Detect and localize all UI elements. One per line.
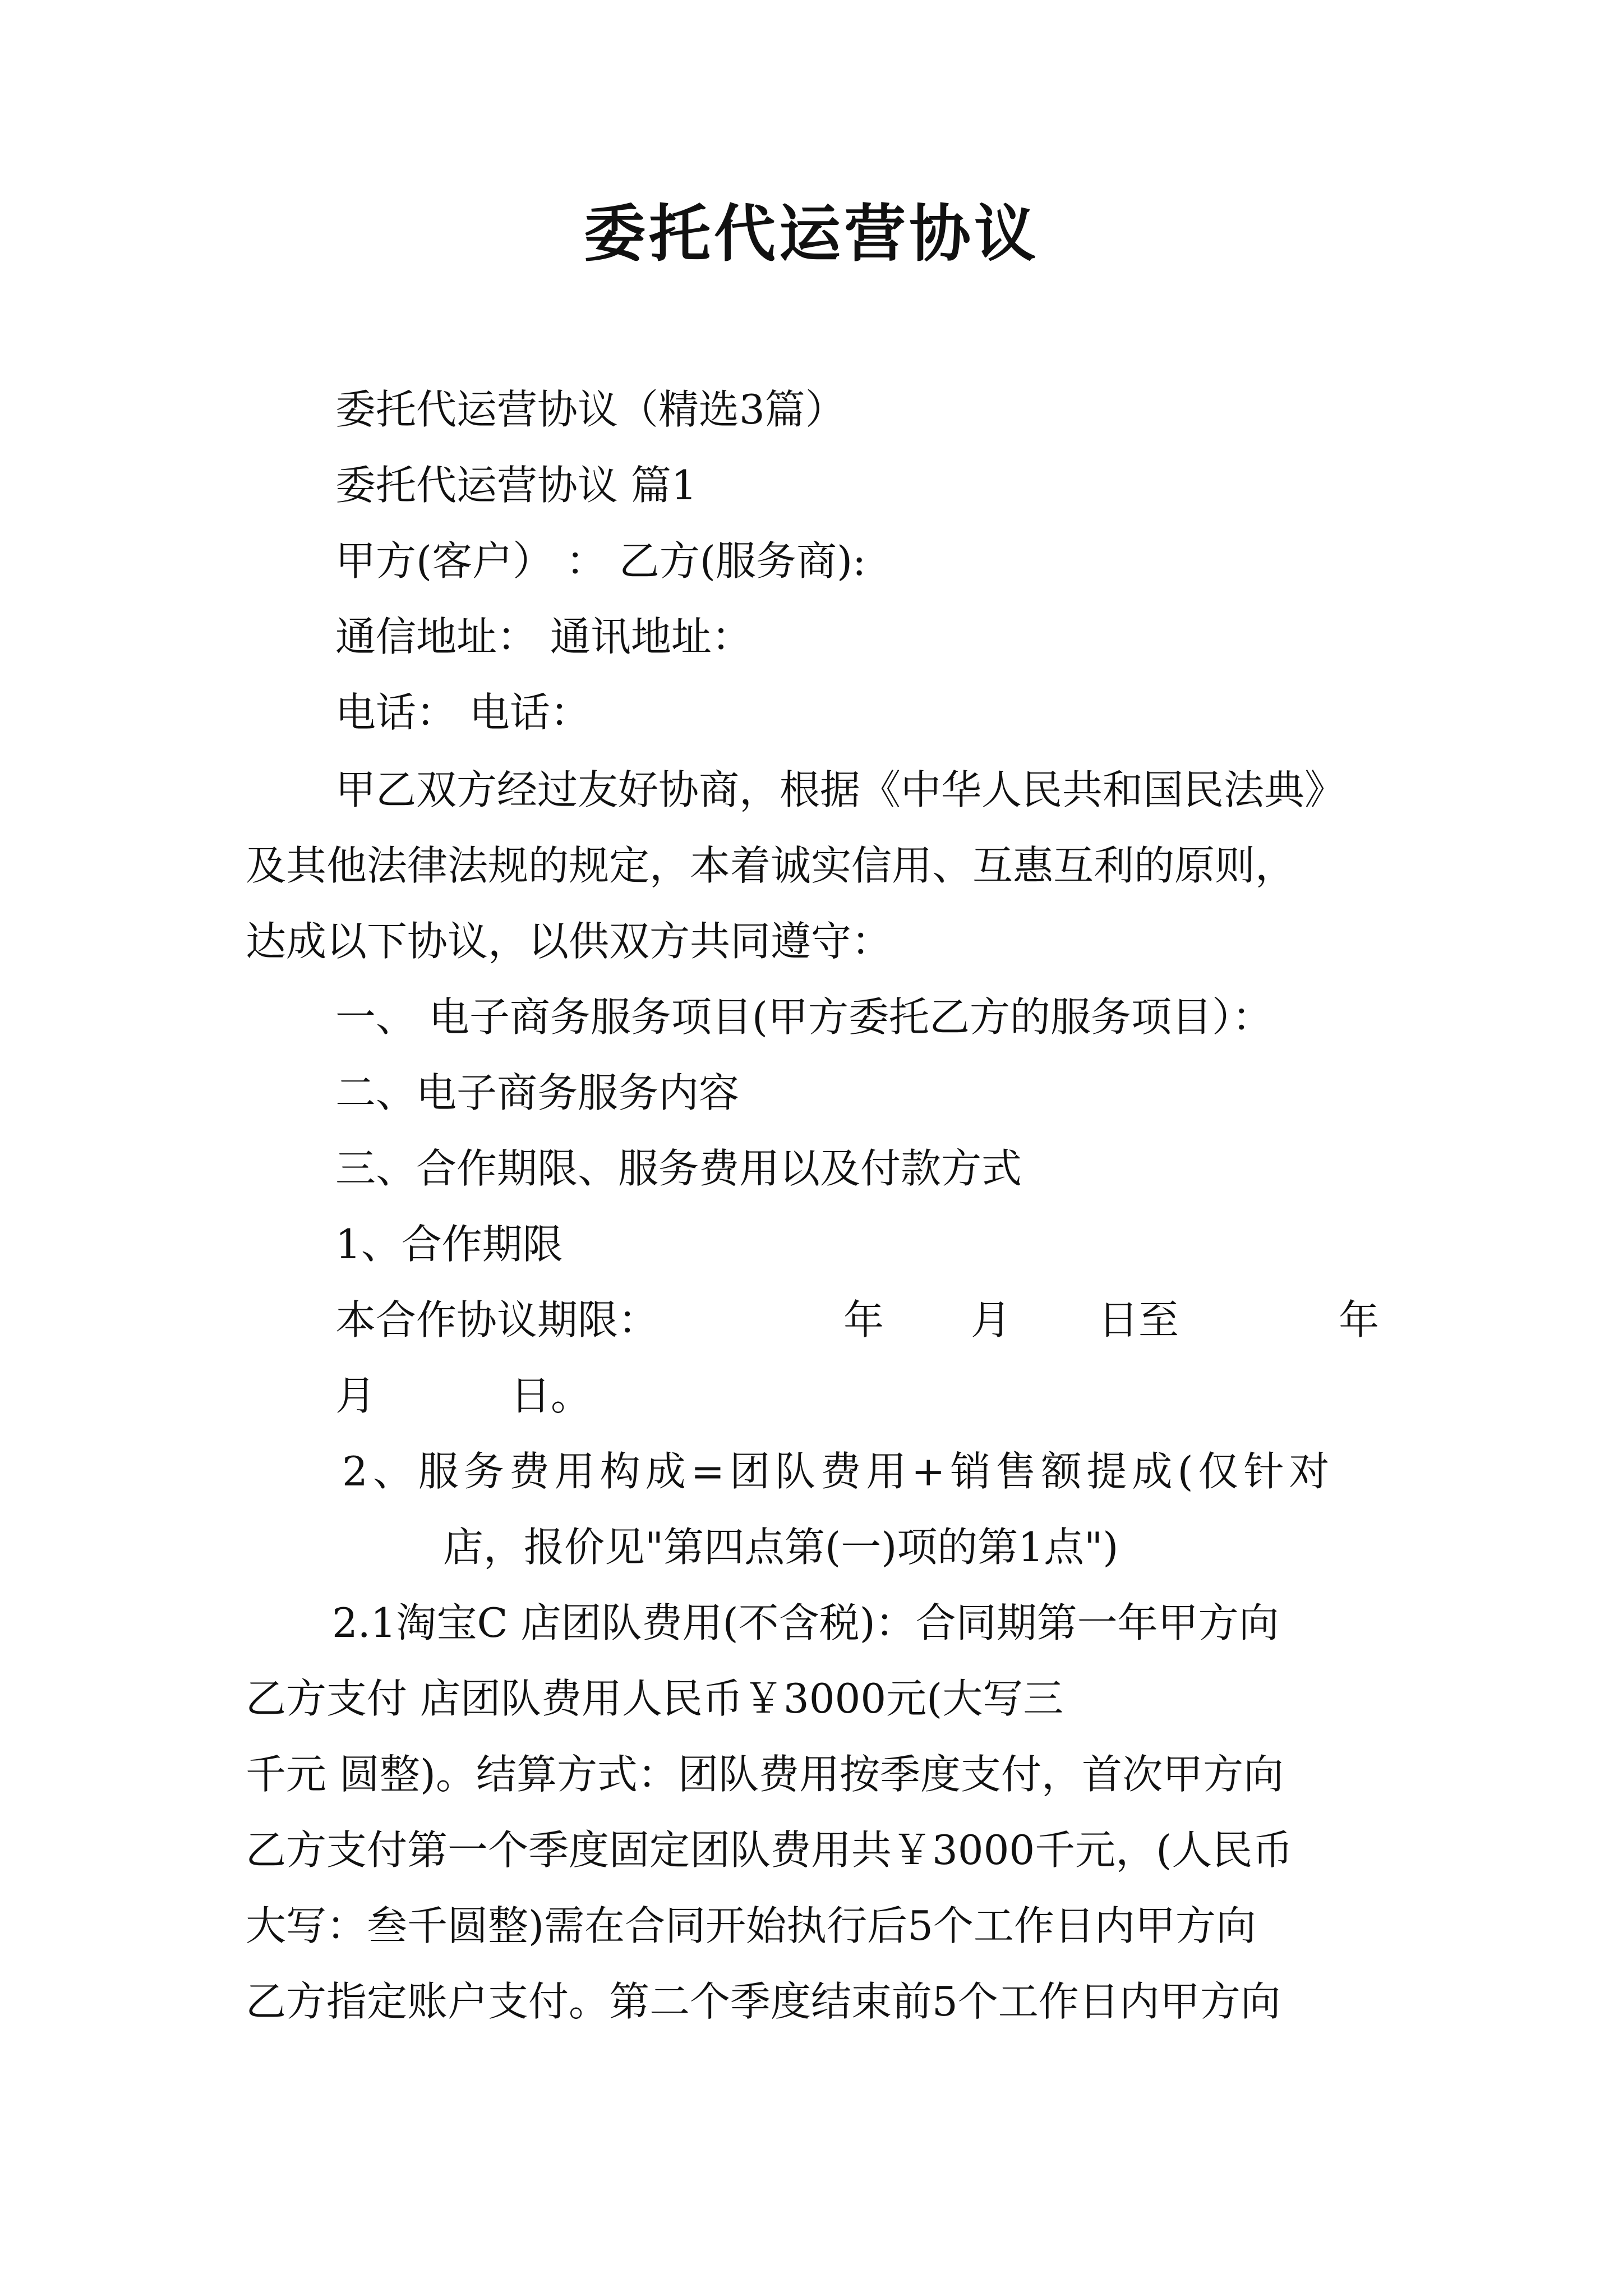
item-3: 三、合作期限、服务费用以及付款方式 bbox=[335, 1145, 1022, 1192]
term-day-to: 日至 bbox=[1098, 1296, 1179, 1343]
clause-2-1-line: 2.1淘宝C 店团队费用(不含税)：合同期第一年甲方向 bbox=[332, 1599, 1279, 1646]
clause-2-1-line: 大写：叁千圆整)需在合同开始执行后5个工作日内甲方向 bbox=[246, 1902, 1256, 1949]
fee-line-2: 店，报价见"第四点第(一)项的第1点") bbox=[443, 1524, 1119, 1571]
item-3-1: 1、合作期限 bbox=[335, 1221, 563, 1268]
intro-paragraph-line: 及其他法律法规的规定，本着诚实信用、互惠互利的原则， bbox=[246, 842, 1296, 889]
term-month-1: 月 bbox=[971, 1296, 1012, 1343]
address-line: 通信地址： 通讯地址： bbox=[335, 613, 752, 660]
term-day-2: 日。 bbox=[510, 1372, 592, 1419]
clause-2-1-line: 乙方支付 店团队费用人民币￥3000元(大写三 bbox=[246, 1675, 1064, 1722]
intro-paragraph-line: 达成以下协议，以供双方共同遵守： bbox=[246, 918, 892, 965]
term-year-1: 年 bbox=[843, 1296, 884, 1343]
subtitle: 委托代运营协议（精选3篇） bbox=[335, 386, 846, 433]
item-2: 二、电子商务服务内容 bbox=[335, 1069, 740, 1116]
clause-2-1-line: 乙方支付第一个季度固定团队费用共￥3000千元，(人民币 bbox=[246, 1826, 1293, 1874]
clause-2-1-line: 千元 圆整)。结算方式：团队费用按季度支付，首次甲方向 bbox=[246, 1751, 1284, 1798]
item-1: 一、 电子商务服务项目(甲方委托乙方的服务项目）： bbox=[335, 993, 1272, 1041]
fee-line-1: 2、服务费用构成=团队费用+销售额提成(仅针对 bbox=[342, 1448, 1335, 1495]
intro-paragraph-line: 甲乙双方经过友好协商，根据《中华人民共和国民法典》 bbox=[335, 766, 1345, 813]
clause-2-1-line: 乙方指定账户支付。第二个季度结束前5个工作日内甲方向 bbox=[246, 1978, 1281, 2025]
term-month-2: 月 bbox=[335, 1372, 376, 1419]
term-line bbox=[335, 1292, 1379, 1348]
section-heading: 委托代运营协议 篇1 bbox=[335, 462, 697, 509]
term-year-2: 年 bbox=[1339, 1296, 1380, 1343]
parties-line: 甲方(客户） ： 乙方(服务商): bbox=[335, 537, 866, 585]
document-title: 委托代运营协议 bbox=[584, 197, 1039, 270]
term-line-2 bbox=[335, 1368, 591, 1424]
term-label: 本合作协议期限： bbox=[335, 1296, 659, 1343]
phone-line: 电话： 电话： bbox=[335, 689, 591, 736]
